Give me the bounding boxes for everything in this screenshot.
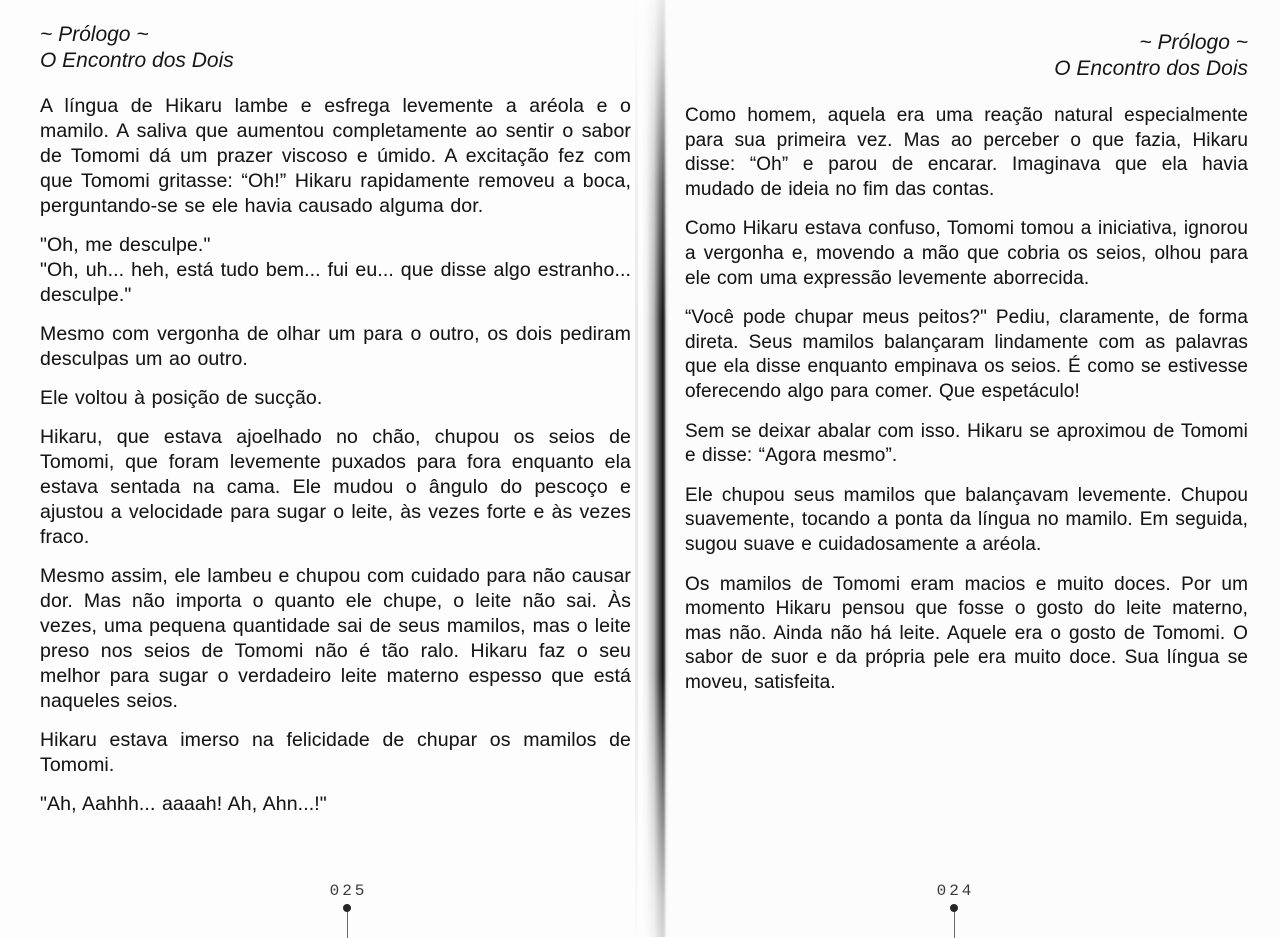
chapter-header bbox=[40, 22, 631, 74]
chapter-title: ~ Prólogo ~ bbox=[40, 23, 149, 46]
paragraph: Hikaru estava imerso na felicidade de chupar os mamilos de Tomomi. bbox=[40, 729, 631, 776]
dialogue-line: "Oh, uh... heh, está tudo bem... fui eu... que disse algo estranho... desculpe." bbox=[40, 259, 631, 306]
paragraph: Sem se deixar abalar com isso. Hikaru se aproximou de Tomomi e disse: “Agora mesmo”. bbox=[685, 420, 1248, 467]
chapter-title: ~ Prólogo ~ bbox=[1139, 31, 1248, 54]
paragraph: “Você pode chupar meus peitos?" Pediu, claramente, de forma direta. Seus mamilos balançaram lindamente com as palavras que ela disse enquanto empinava os seios. É como se estivesse oferecendo algo para comer. Que espetáculo! bbox=[685, 307, 1248, 402]
paragraph: Os mamilos de Tomomi eram macios e muito doces. Por um momento Hikaru pensou que fosse o gosto do leite materno, mas não. Ainda não há leite. Aquele era o gosto de Tomomi. O sabor de suor e da própria pele era muito doce. Sua língua se moveu, satisfeita. bbox=[685, 573, 1248, 693]
page-pin-icon bbox=[343, 904, 351, 912]
paragraph: Como homem, aquela era uma reação natural especialmente para sua primeira vez. Mas ao perceber o que fazia, Hikaru disse: “Oh” e parou de encarar. Imaginava que ela havia mudado de ideia no fim das contas. bbox=[685, 105, 1248, 200]
paragraph: Hikaru, que estava ajoelhado no chão, chupou os seios de Tomomi, que foram levemente puxados para fora enquanto ela estava sentada na cama. Ele mudou o ângulo do pescoço e ajustou a velocidade para sugar o leite, às vezes forte e às vezes fraco. bbox=[40, 426, 631, 548]
page-pin-icon bbox=[950, 904, 958, 912]
chapter-subtitle: O Encontro dos Dois bbox=[40, 49, 234, 72]
dialogue-line: "Ah, Aahhh... aaaah! Ah, Ahn...!" bbox=[40, 793, 327, 815]
paragraph: A língua de Hikaru lambe e esfrega levemente a aréola e o mamilo. A saliva que aumentou completamente ao sentir o sabor de Tomomi dá um prazer viscoso e úmido. A excitação fez com que Tomomi gritasse: “Oh!” Hikaru rapidamente removeu a boca, perguntando-se se ele havia causado alguma dor. bbox=[40, 95, 631, 217]
dialogue-line: "Oh, me desculpe." bbox=[40, 234, 211, 256]
paragraph: Ele voltou à posição de sucção. bbox=[40, 387, 323, 409]
paragraph: Ele chupou seus mamilos que balançavam levemente. Chupou suavemente, tocando a ponta da língua no mamilo. Em seguida, sugou suave e cuidadosamente a aréola. bbox=[685, 484, 1248, 555]
paragraph: Mesmo assim, ele lambeu e chupou com cuidado para não causar dor. Mas não importa o quanto ele chupe, o leite não sai. Às vezes, uma pequena quantidade sai de seus mamilos, mas o leite preso nos seios de Tomomi não é tão ralo. Hikaru faz o seu melhor para sugar o verdadeiro leite materno espesso que está naqueles seios. bbox=[40, 565, 631, 712]
paragraph: Como Hikaru estava confuso, Tomomi tomou a iniciativa, ignorou a vergonha e, movendo a mão que cobria os seios, olhou para ele com uma expressão levemente aborrecida. bbox=[685, 218, 1248, 289]
page-number: 024 bbox=[936, 882, 975, 900]
page-number: 025 bbox=[329, 882, 368, 900]
chapter-header bbox=[685, 30, 1248, 82]
right-page bbox=[668, 0, 1280, 937]
right-page-footer bbox=[904, 882, 1004, 912]
chapter-subtitle: O Encontro dos Dois bbox=[1054, 57, 1248, 80]
left-page-footer bbox=[297, 882, 397, 912]
paragraph: Mesmo com vergonha de olhar um para o outro, os dois pediram desculpas um ao outro. bbox=[40, 323, 631, 370]
